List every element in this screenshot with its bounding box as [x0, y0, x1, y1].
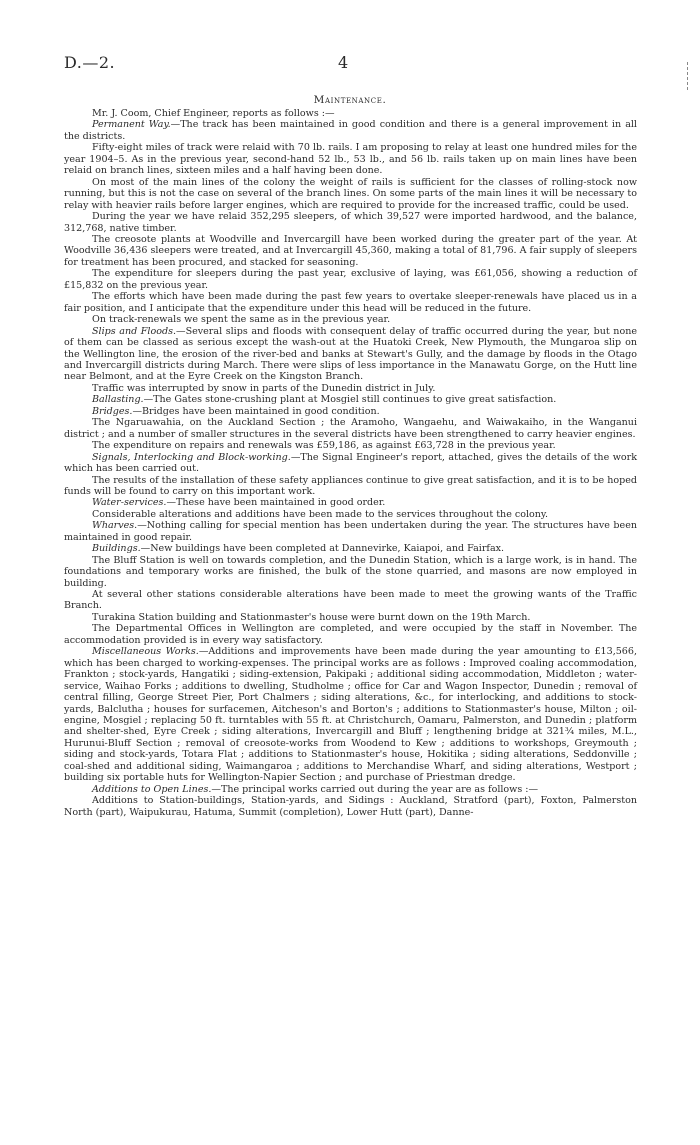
paragraph: The expenditure on repairs and renewals was £59,186, as against £63,728 in the previous year.: [92, 440, 556, 452]
paragraph: Ballasting.—The Gates stone-crushing plant at Mosgiel still continues to give great satisfaction.: [92, 394, 557, 406]
paragraph-heading: Ballasting.: [92, 394, 144, 406]
paragraph-heading: Wharves.: [92, 520, 138, 532]
paragraph: Additions to Open Lines.—The principal works carried out during the year are as follows :—: [92, 783, 539, 795]
paragraph: The Departmental Offices in Wellington are completed, and were occupied by the staff in November. The accommodation provided is in every way satisfactory.: [64, 623, 637, 646]
paragraph: Fifty-eight miles of track were relaid with 70 lb. rails. I am proposing to relay at least one hundred miles for the year 1904–5. As in the previous year, second-hand 52 lb., 53 lb., and 56 lb. rails taken up on main lines have been relaid on branch lines, sixteen miles and a half having been done.: [64, 142, 637, 177]
paragraph: Miscellaneous Works.—Additions and improvements have been made during the year amounting to £13,566, which has been charged to working-expenses. The principal works are as follows : Improved coaling accommodation, Frankton ; stock-yards, Hangatiki ; siding-extension, Pakipaki ; additional siding accommodation, Middleton ; water-service, Waihao Forks ; additions to dwelling, Studholme ; office for Car and Wagon Inspector, Dunedin ; removal of central filling, George Street Pier, Port Chalmers ; siding alterations, &c., for interlocking, and additions to stock-yards, Balclutha ; houses for surfacemen, Aitcheson's and Borton's ; additions to Stationmaster's house, Milton ; oil-engine, Mosgiel ; replacing 50 ft. turntables with 55 ft. at Christchurch, Oamaru, Palmerston, and Dunedin ; platform and shelter-shed, Eyre Creek ; siding alterations, Invercargill and Bluff ; lengthening bridge at 321¾ miles, M.L., Hurunui-Bluff Section ; removal of creosote-works from Woodend to Kew ; additions to workshops, Greymouth ; siding and stock-yards, Totara Flat ; additions to Stationmaster's house, Hokitika ; siding alterations, Seddonville ; coal-shed and additional siding, Waimangaroa ; additions to Merchandise Wharf, and siding alterations, Westport ; building six portable huts for Wellington-Napier Section ; and purchase of Priestman dredge.: [64, 646, 637, 784]
paragraph-heading: Permanent Way.: [92, 119, 171, 131]
paragraph: Considerable alterations and additions have been made to the services throughout the colony.: [92, 508, 549, 520]
page-number: 4: [338, 53, 349, 72]
paragraph-heading: Bridges.: [92, 405, 133, 417]
paragraph: Slips and Floods.—Several slips and floods with consequent delay of traffic occurred during the year, but none of them can be classed as serious except the wash-out at the Huatoki Creek, New Plymouth, the Mungaroa slip on the Wellington line, the erosion of the river-bed and banks at Stewart's Gully, and the damage by floods in the Otago and Invercargill districts during March. There were slips of less importance in the Manawatu Gorge, on the Hutt line near Belmont, and at the Eyre Creek on the Kingston Branch.: [64, 325, 637, 383]
paragraph: Water-services.—These have been maintained in good order.: [92, 497, 386, 509]
paragraph: The Bluff Station is well on towards completion, and the Dunedin Station, which is a large work, is in hand. The foundations and temporary works are finished, the bulk of the stone quarried, and masons are now employed in building.: [64, 554, 637, 589]
paragraph-heading: Buildings.: [92, 543, 141, 555]
paragraph-heading: Signals, Interlocking and Block-working.: [92, 451, 291, 463]
paragraph: Signals, Interlocking and Block-working.—The Signal Engineer's report, attached, gives the details of the work which has been carried out.: [64, 451, 637, 475]
paragraph: On track-renewals we spent the same as in the previous year.: [92, 314, 391, 326]
paragraph: During the year we have relaid 352,295 sleepers, of which 39,527 were imported hardwood, and the balance, 312,768, native timber.: [64, 211, 637, 234]
paragraph: Mr. J. Coom, Chief Engineer, reports as follows :—: [92, 108, 335, 119]
paragraph: On most of the main lines of the colony the weight of rails is sufficient for the classes of rolling-stock now running, but this is not the case on several of the branch lines. On some parts of the main lines it will be necessary to relay with heavier rails before larger engines, which are required to provide for the increased traffic, could be used.: [64, 176, 637, 211]
paragraph: Buildings.—New buildings have been completed at Dannevirke, Kaiapoi, and Fairfax.: [92, 543, 505, 555]
paragraph: Bridges.—Bridges have been maintained in good condition.: [92, 405, 380, 417]
section-title: Maintenance.: [313, 94, 387, 106]
paragraph: Traffic was interrupted by snow in parts of the Dunedin district in July.: [92, 382, 436, 394]
paragraph: The expenditure for sleepers during the past year, exclusive of laying, was £61,056, showing a reduction of £15,832 on the previous year.: [64, 268, 637, 291]
paragraph-heading: Additions to Open Lines.: [92, 783, 212, 795]
paragraph: Turakina Station building and Stationmaster's house were burnt down on the 19th March.: [92, 611, 531, 623]
paragraph: The results of the installation of these safety appliances continue to give great satisfaction, and it is to be hoped funds will be found to carry on this important work.: [64, 474, 637, 497]
paragraph: Wharves.—Nothing calling for special mention has been undertaken during the year. The structures have been maintained in good repair.: [64, 520, 637, 543]
paragraph-heading: Water-services.: [92, 497, 167, 509]
paragraph-heading: Miscellaneous Works.: [92, 646, 199, 658]
paragraph: The creosote plants at Woodville and Invercargill have been worked during the greater part of the year. At Woodville 36,436 sleepers were treated, and at Invercargill 45,360, making a total of 81,796. A fair supply of sleepers for treatment has been procured, and stacked for seasoning.: [64, 233, 637, 268]
paragraph: Permanent Way.—The track has been maintained in good condition and there is a general improvement in all the districts.: [64, 119, 637, 142]
report-reference: D.—2.: [64, 53, 116, 72]
paragraph: At several other stations considerable alterations have been made to meet the growing wants of the Traffic Branch.: [64, 589, 637, 612]
paragraph: The Ngaruawahia, on the Auckland Section ; the Aramoho, Wangaehu, and Waiwakaiho, in the Wanganui district ; and a number of smaller structures in the several districts have been strengthened to carry heavier engines.: [64, 417, 637, 440]
paragraph-heading: Slips and Floods.: [92, 325, 177, 337]
margin-mark: [687, 62, 692, 90]
paragraph: The efforts which have been made during the past few years to overtake sleeper-renewals have placed us in a fair position, and I anticipate that the expenditure under this head will be reduced in the future.: [64, 291, 637, 314]
report-body: [64, 108, 637, 818]
paragraph: Additions to Station-buildings, Station-yards, and Sidings : Auckland, Stratford (part), Foxton, Palmerston North (part), Waipukurau, Hatuma, Summit (completion), Lower Hutt (part), Danne-: [64, 795, 637, 818]
